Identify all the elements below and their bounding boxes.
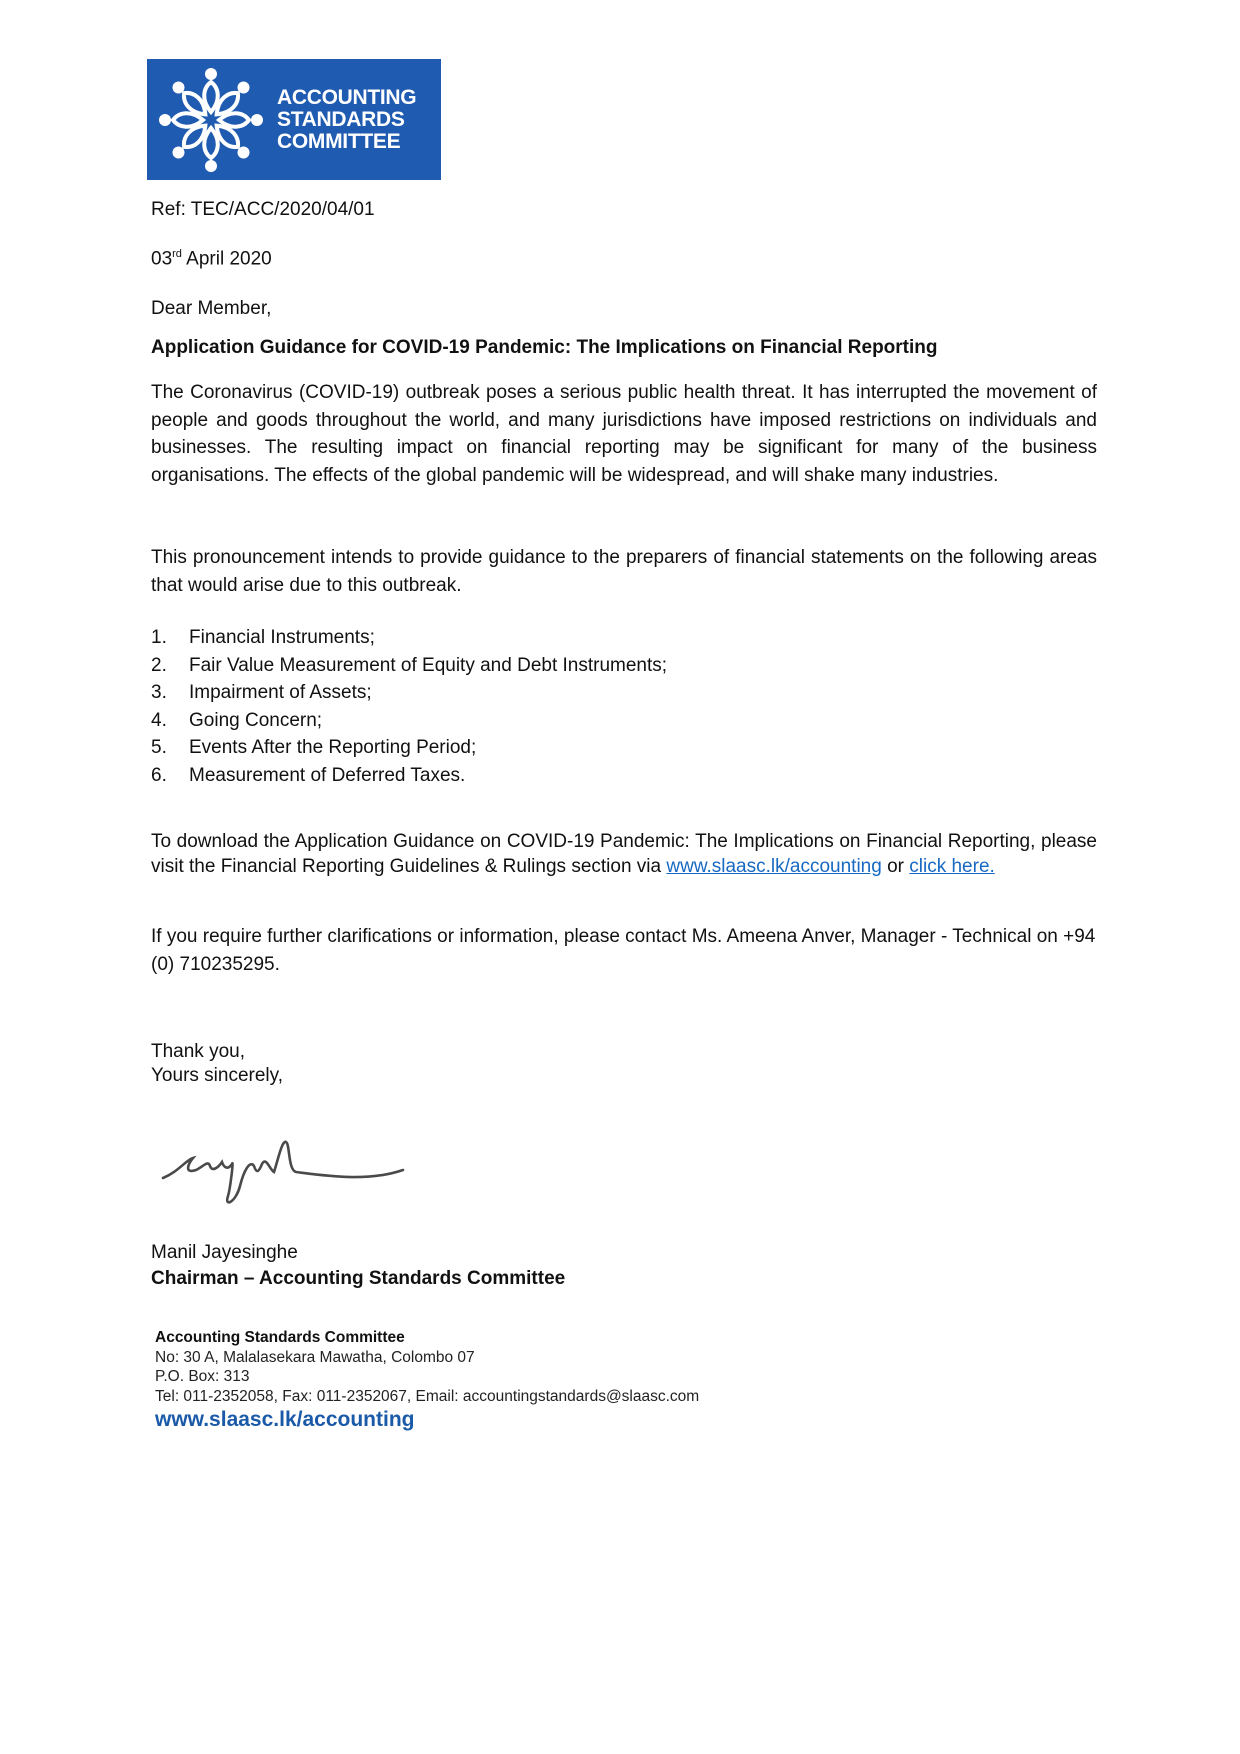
paragraph-purpose: This pronouncement intends to provide guidance to the preparers of financial statements on the following areas that would arise due to this outbreak. (151, 547, 1097, 596)
committee-logo (147, 59, 441, 180)
flower-people-emblem-icon (157, 66, 265, 174)
footer-po-box: P.O. Box: 313 (155, 1368, 250, 1385)
salutation: Dear Member, (151, 298, 272, 319)
list-item: 3. Impairment of Assets; (151, 682, 372, 704)
footer-contact: Tel: 011-2352058, Fax: 011-2352067, Email: accountingstandards@slaasc.com (155, 1387, 700, 1405)
list-item: 5. Events After the Reporting Period; (151, 737, 477, 759)
paragraph-contact: If you require further clarifications or information, please contact Ms. Ameena Anver, Manager - Technical on +94 (0) 710235295. (151, 926, 1096, 975)
guidance-areas-list (151, 624, 667, 790)
closing-sincerely: Yours sincerely, (151, 1065, 284, 1086)
signature-image (158, 1130, 428, 1210)
list-item: 2. Fair Value Measurement of Equity and Debt Instruments; (151, 654, 668, 676)
signatory-name: Manil Jayesinghe (151, 1242, 298, 1263)
list-item: 6. Measurement of Deferred Taxes. (151, 764, 466, 786)
footer-website: www.slaasc.lk/accounting (155, 1408, 415, 1431)
footer-address: No: 30 A, Malalasekara Mawatha, Colombo 07 (155, 1348, 475, 1366)
click-here-link[interactable]: click here. (909, 856, 995, 877)
list-item: 4. Going Concern; (151, 709, 323, 731)
footer-org-name: Accounting Standards Committee (155, 1329, 405, 1346)
paragraph-download: To download the Application Guidance on COVID-19 Pandemic: The Implications on Financial Reporting, please visit the Financial Reporting Guidelines & Rulings section via www.slaasc.lk/accounting or click here. (151, 831, 1097, 877)
letterhead-footer (155, 1328, 699, 1430)
logo-wordmark: ACCOUNTING STANDARDS COMMITTEE (277, 85, 417, 153)
list-item: 1. Financial Instruments; (151, 627, 375, 648)
signatory-title: Chairman – Accounting Standards Committee (151, 1268, 566, 1289)
paragraph-intro: The Coronavirus (COVID-19) outbreak poses a serious public health threat. It has interrupted the movement of people and goods throughout the world, and many jurisdictions have imposed restrictions on individuals and businesses. The resulting impact on financial reporting may be significant for many of the business organisations. The effects of the global pandemic will be widespread, and will shake many industries. (151, 382, 1097, 486)
closing-thanks: Thank you, (151, 1041, 245, 1062)
letter-subject: Application Guidance for COVID-19 Pandemic: The Implications on Financial Reporting (151, 337, 938, 358)
reference-number: Ref: TEC/ACC/2020/04/01 (151, 199, 375, 220)
letter-date: 03rd April 2020 (151, 248, 272, 270)
website-link[interactable]: www.slaasc.lk/accounting (666, 856, 882, 877)
